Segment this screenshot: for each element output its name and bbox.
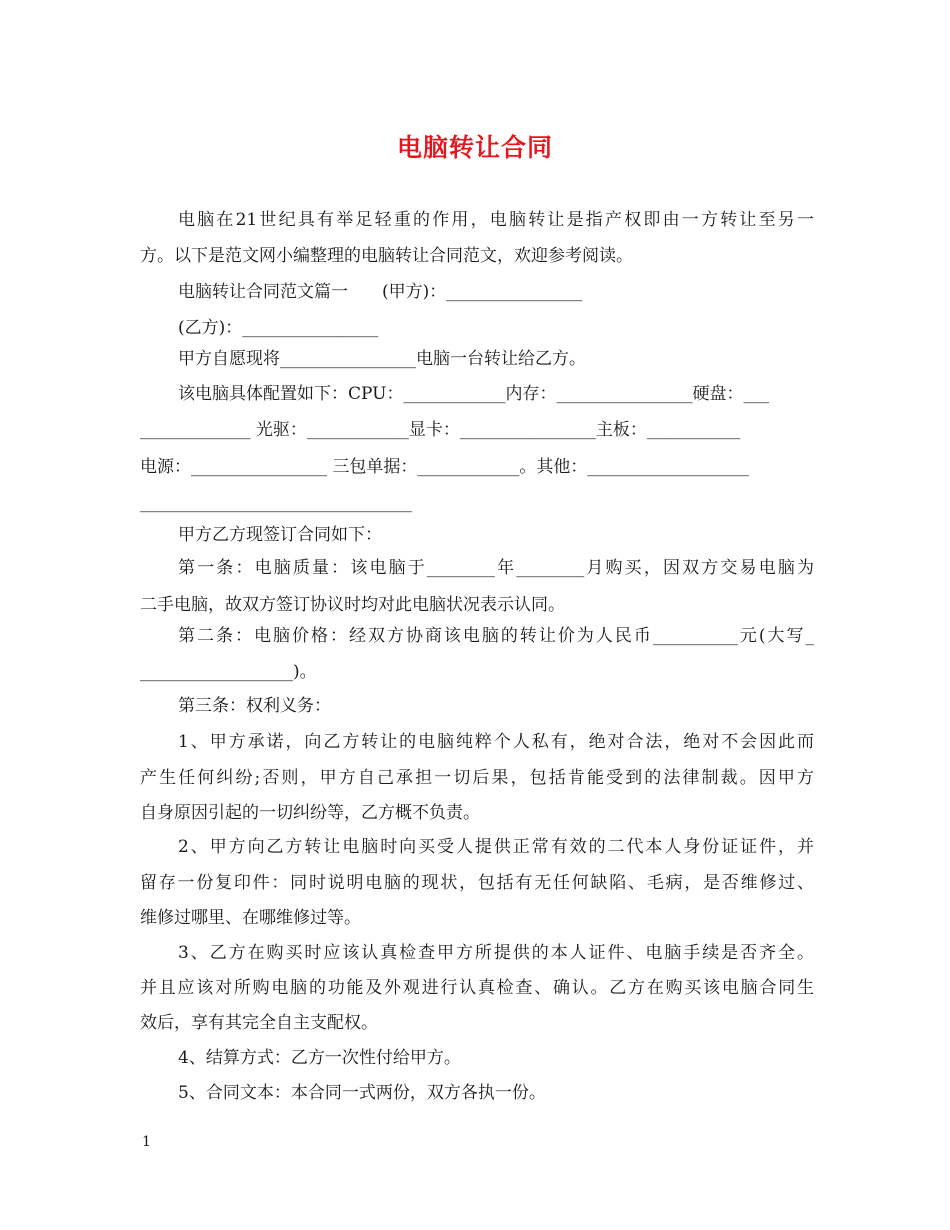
paragraph-line: 电脑转让合同范文篇一 (甲方)：________________ (178, 282, 583, 302)
paragraph-line: 2、甲方向乙方转让电脑时向买受人提供正常有效的二代本人身份证证件，并 (178, 837, 814, 857)
paragraph-line: __________________)。 (140, 662, 317, 682)
paragraph-line: 产生任何纠纷;否则，甲方自己承担一切后果，包括肯能受到的法律制裁。因甲方 (140, 768, 814, 788)
paragraph-line: 该电脑具体配置如下：CPU：____________内存：________________硬盘：___ (178, 384, 769, 404)
paragraph-line: ________________________________ (140, 493, 412, 513)
paragraph-line: 甲方乙方现签订合同如下： (178, 525, 382, 545)
paragraph-line: 二手电脑，故双方签订协议时均对此电脑状况表示认同。 (140, 595, 565, 615)
paragraph-line: (乙方)：________________ (178, 318, 379, 338)
paragraph-line: 第三条：权利义务： (178, 696, 331, 716)
page-number: 1 (142, 1134, 151, 1150)
paragraph-line: 方。以下是范文网小编整理的电脑转让合同范文，欢迎参考阅读。 (140, 246, 633, 266)
paragraph-line: 甲方自愿现将________________电脑一台转让给乙方。 (178, 349, 586, 369)
paragraph-line: 并且应该对所购电脑的功能及外观进行认真检查、确认。乙方在购买该电脑合同生 (140, 978, 814, 998)
paragraph-line: _____________ 光驱：____________显卡：________________主板：___________ (140, 420, 741, 440)
paragraph-line: 第一条：电脑质量：该电脑于________年________月购买，因双方交易电脑为 (178, 558, 814, 578)
paragraph-line: 4、结算方式：乙方一次性付给甲方。 (178, 1048, 461, 1068)
paragraph-line: 留存一份复印件：同时说明电脑的现状，包括有无任何缺陷、毛病，是否维修过、 (140, 873, 814, 893)
paragraph-line: 电源：________________ 三包单据：____________。其他：___________________ (140, 457, 749, 477)
paragraph-line: 1、甲方承诺，向乙方转让的电脑纯粹个人私有，绝对合法，绝对不会因此而 (178, 732, 814, 752)
paragraph-line: 5、合同文本：本合同一式两份，双方各执一份。 (178, 1083, 546, 1103)
paragraph-line: 3、乙方在购买时应该认真检查甲方所提供的本人证件、电脑手续是否齐全。 (178, 943, 814, 963)
paragraph-line: 电脑在21世纪具有举足轻重的作用，电脑转让是指产权即由一方转让至另一 (178, 210, 814, 230)
document-title: 电脑转让合同 (396, 133, 553, 162)
paragraph-line: 自身原因引起的一切纠纷等，乙方概不负责。 (140, 803, 480, 823)
paragraph-line: 第二条：电脑价格：经双方协商该电脑的转让价为人民币__________元(大写_ (178, 626, 814, 646)
paragraph-line: 维修过哪里、在哪维修过等。 (140, 908, 361, 928)
paragraph-line: 效后，享有其完全自主支配权。 (140, 1013, 378, 1033)
